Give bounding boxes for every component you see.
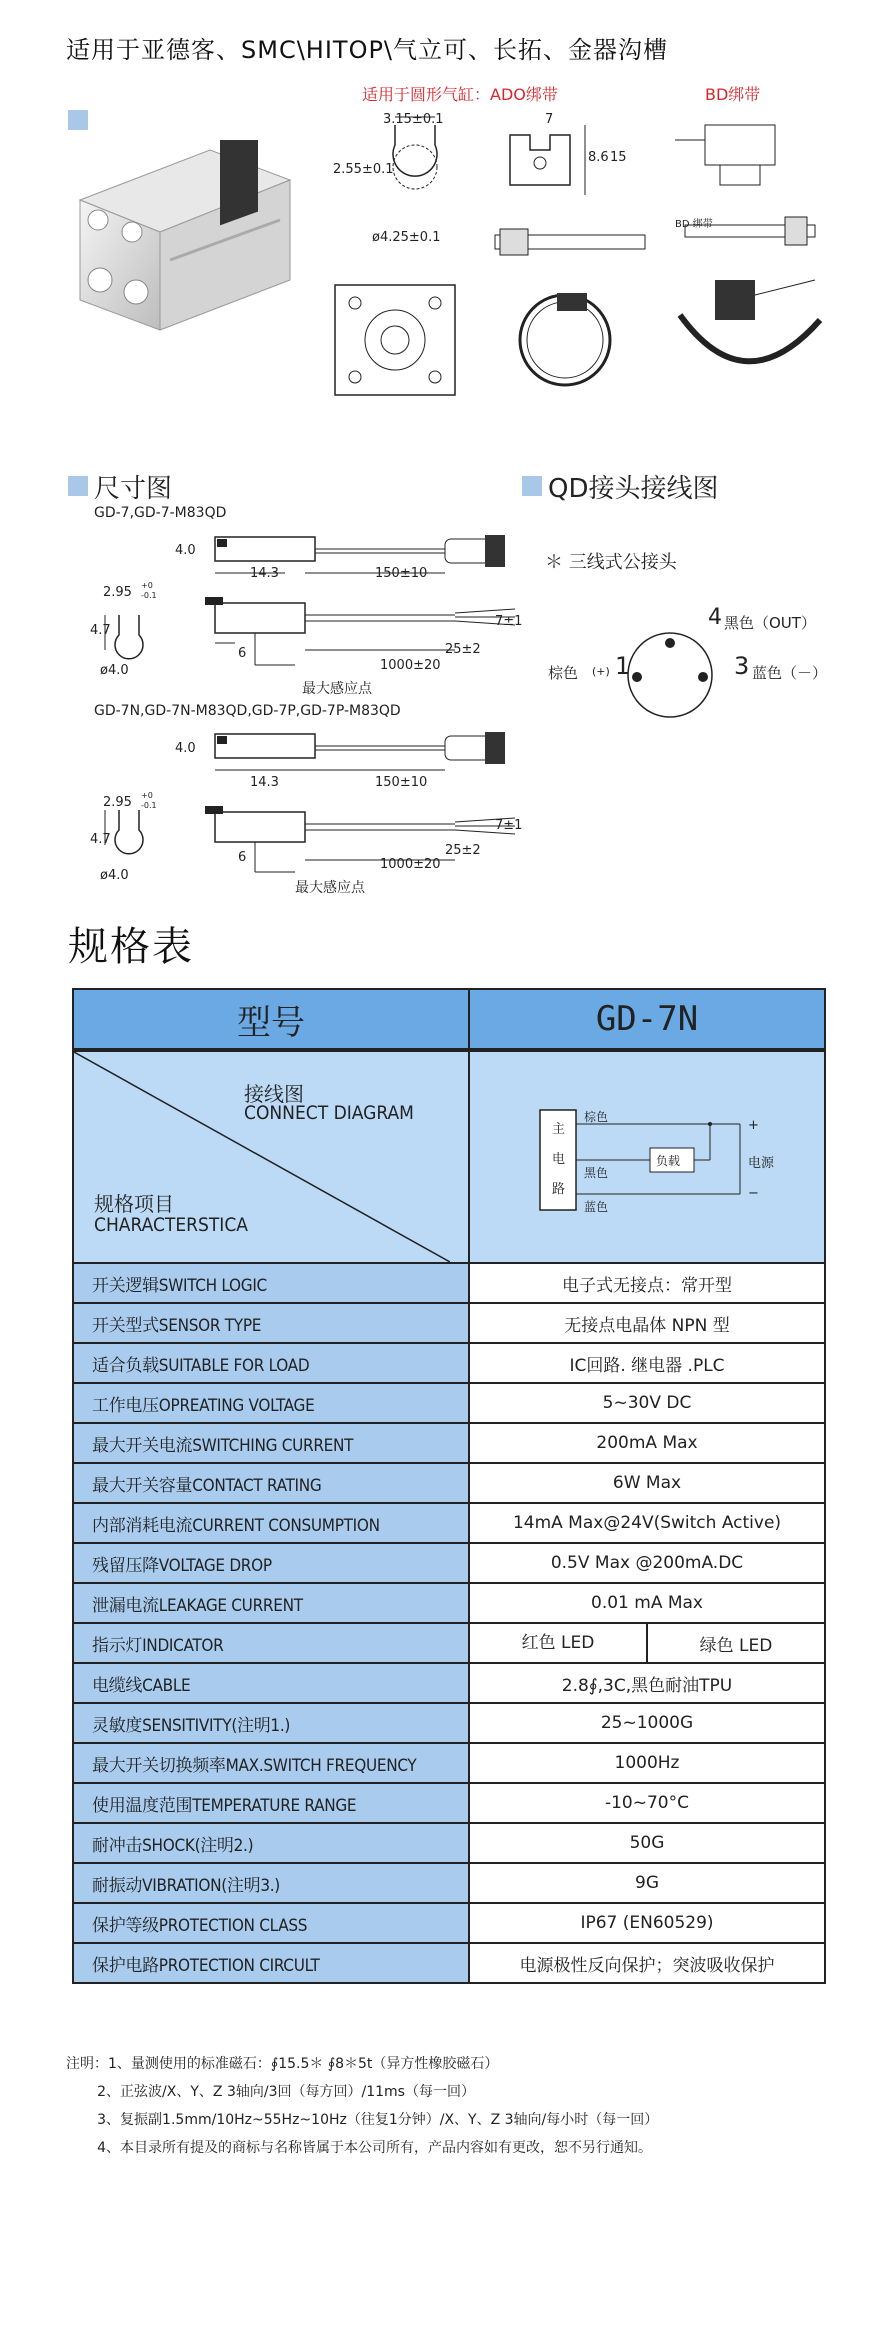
spec-label: 耐振动VIBRATION(注明3.)	[73, 1863, 469, 1903]
spec-value: 2.8∮,3C,黑色耐油TPU	[469, 1663, 825, 1703]
dim-height-a: 4.7	[90, 623, 111, 638]
spec-label: 最大开关切换频率MAX.SWITCH FREQUENCY	[73, 1743, 469, 1783]
dim-slot-diameter: ø4.25±0.1	[372, 230, 441, 245]
dim-body-length-a: 14.3	[250, 566, 279, 581]
spec-label: 最大开关电流SWITCHING CURRENT	[73, 1423, 469, 1463]
footnote: 4、本目录所有提及的商标与名称皆属于本公司所有，产品内容如有更改，恕不另行通知。	[66, 2140, 653, 2156]
spec-label: 适合负载SUITABLE FOR LOAD	[73, 1343, 469, 1383]
dim-6-b: 6	[238, 850, 247, 865]
spec-label: 使用温度范围TEMPERATURE RANGE	[73, 1783, 469, 1823]
tol-bot-a: -0.1	[141, 591, 157, 600]
spec-value: 6W Max	[469, 1463, 825, 1503]
spec-row	[73, 1503, 825, 1543]
dim-1000-a: 1000±20	[380, 658, 441, 673]
dim-cable-length-b: 150±10	[375, 775, 428, 790]
col-model-header: 型号	[73, 989, 469, 1050]
spec-value: 14mA Max@24V(Switch Active)	[469, 1503, 825, 1543]
spec-row	[73, 1343, 825, 1383]
spec-value: IP67 (EN60529)	[469, 1903, 825, 1943]
spec-label: 指示灯INDICATOR	[73, 1623, 469, 1663]
dim-height-b: 4.7	[90, 832, 111, 847]
dim-clip-width: 7	[545, 112, 554, 127]
dim-phi-a: ø4.0	[100, 663, 129, 678]
tol-top-a: +0	[141, 581, 153, 590]
dim-25-a: 25±2	[445, 642, 481, 657]
spec-value: 1000Hz	[469, 1743, 825, 1783]
dim-width-a: 4.0	[175, 543, 196, 558]
spec-row	[73, 1943, 825, 1983]
pin3-number: 3	[734, 652, 750, 680]
model-group-a: GD-7,GD-7-M83QD	[94, 505, 227, 521]
spec-label: 保护等级PROTECTION CLASS	[73, 1903, 469, 1943]
section-marker-icon	[68, 110, 88, 130]
spec-label: 耐冲击SHOCK(注明2.)	[73, 1823, 469, 1863]
item-title-cn: 规格项目	[94, 1192, 174, 1216]
spec-row	[73, 1623, 825, 1663]
spec-value: 200mA Max	[469, 1423, 825, 1463]
diagram-main2: 电	[552, 1152, 566, 1167]
spec-label: 保护电路PROTECTION CIRCULT	[73, 1943, 469, 1983]
pin1-label: 棕色	[548, 664, 579, 682]
diagram-title-cn: 接线图	[244, 1082, 304, 1106]
cylinder-product-image	[70, 140, 320, 340]
spec-value: 0.01 mA Max	[469, 1583, 825, 1623]
pin3-label: 蓝色（－）	[752, 664, 828, 682]
dim-body-length-b: 14.3	[250, 775, 279, 790]
pin1-sign: (+)	[592, 665, 610, 678]
spec-label: 工作电压OPREATING VOLTAGE	[73, 1383, 469, 1423]
ado-band-label: 适用于圆形气缸：ADO绑带	[362, 85, 558, 104]
dim-slot-depth: 2.55±0.1	[333, 162, 394, 177]
qd-connector-pinout	[615, 625, 725, 725]
dim-slot-b: 2.95	[103, 795, 132, 810]
spec-row	[73, 1463, 825, 1503]
spec-row	[73, 1743, 825, 1783]
diagram-title-en: CONNECT DIAGRAM	[244, 1102, 414, 1124]
spec-label: 开关型式SENSOR TYPE	[73, 1303, 469, 1343]
footnote: 2、正弦波/X、Y、Z 3轴向/3回（每方回）/11ms（每一回）	[66, 2084, 475, 2100]
spec-row	[73, 1583, 825, 1623]
spec-value: 0.5V Max @200mA.DC	[469, 1543, 825, 1583]
pin1-number: 1	[615, 652, 631, 680]
diagram-row	[73, 1050, 825, 1263]
pin4-number: 4	[708, 605, 722, 630]
wiring-diagram-cell	[469, 1050, 825, 1263]
qd-subtitle: ＊ 三线式公接头	[545, 552, 677, 573]
footnote: 注明：1、量测使用的标准磁石：∮15.5＊ ∮8＊5t（异方性橡胶磁石）	[66, 2056, 499, 2072]
model-value: GD-7N	[469, 989, 825, 1050]
footnotes	[66, 2050, 658, 2162]
page-title: 适用于亚德客、SMC\HITOP\气立可、长拓、金器沟槽	[66, 36, 669, 64]
spec-row	[73, 1383, 825, 1423]
dim-cable-length-a: 150±10	[375, 566, 428, 581]
dim-25-b: 25±2	[445, 843, 481, 858]
spec-label: 残留压降VOLTAGE DROP	[73, 1543, 469, 1583]
spec-label: 最大开关容量CONTACT RATING	[73, 1463, 469, 1503]
dim-slot-width: 3.15±0.1	[383, 112, 444, 127]
section-marker-icon	[522, 476, 542, 496]
spec-row	[73, 1663, 825, 1703]
spec-row	[73, 1263, 825, 1303]
dim-clip-total: 15	[610, 150, 627, 165]
dim-clip-height: 8.6	[588, 150, 609, 165]
spec-value: -10~70°C	[469, 1783, 825, 1823]
indicator-green: 绿色 LED	[699, 1635, 773, 1656]
bd-band-label: BD绑带	[705, 85, 761, 104]
spec-row	[73, 1863, 825, 1903]
spec-title: 规格表	[68, 924, 194, 970]
dim-7-b: 7±1	[495, 818, 523, 833]
spec-row	[73, 1823, 825, 1863]
spec-label: 内部消耗电流CURRENT CONSUMPTION	[73, 1503, 469, 1543]
spec-label: 开关逻辑SWITCH LOGIC	[73, 1263, 469, 1303]
spec-header-row	[73, 989, 825, 1050]
spec-row	[73, 1303, 825, 1343]
section-marker-icon	[68, 476, 88, 496]
tol-top-b: +0	[141, 791, 153, 800]
spec-table	[72, 988, 826, 1984]
dimension-drawing-a	[95, 525, 515, 690]
diagram-blue: 蓝色	[584, 1200, 609, 1214]
diagram-plus: +	[748, 1118, 759, 1133]
pin4-label: 黑色（OUT）	[724, 614, 816, 632]
qd-section-title: QD接头接线图	[548, 474, 719, 504]
spec-value: 无接点电晶体 NPN 型	[469, 1303, 825, 1343]
dimension-drawing-b	[95, 722, 515, 887]
spec-value: 电子式无接点：常开型	[469, 1263, 825, 1303]
footnote: 3、复振副1.5mm/10Hz~55Hz~10Hz（往复1分钟）/X、Y、Z 3轴向/每小时（每一回）	[66, 2112, 659, 2128]
spec-value: 50G	[469, 1823, 825, 1863]
spec-row	[73, 1543, 825, 1583]
spec-value: 25~1000G	[469, 1703, 825, 1743]
diagram-power: 电源	[748, 1156, 775, 1171]
diagram-load: 负载	[656, 1154, 681, 1168]
diagram-corner-cell	[73, 1050, 469, 1263]
max-sense-point-a: 最大感应点	[302, 681, 372, 697]
max-sense-point-b: 最大感应点	[295, 880, 365, 896]
spec-value: 电源极性反向保护；突波吸收保护	[469, 1943, 825, 1983]
spec-row	[73, 1783, 825, 1823]
spec-value: 9G	[469, 1863, 825, 1903]
diagram-main3: 路	[552, 1182, 566, 1197]
spec-label: 灵敏度SENSITIVITY(注明1.)	[73, 1703, 469, 1743]
dim-7-a: 7±1	[495, 614, 523, 629]
diagram-main1: 主	[552, 1122, 566, 1137]
spec-value: 5~30V DC	[469, 1383, 825, 1423]
diagram-minus: −	[748, 1186, 759, 1201]
dim-width-b: 4.0	[175, 741, 196, 756]
tol-bot-b: -0.1	[141, 801, 157, 810]
item-title-en: CHARACTERSTICA	[94, 1214, 248, 1236]
spec-row	[73, 1423, 825, 1463]
bd-band-small-label: BD 绑带	[675, 219, 713, 230]
dimension-section-title: 尺寸图	[94, 474, 173, 504]
diagram-brown: 棕色	[584, 1110, 609, 1124]
dim-phi-b: ø4.0	[100, 868, 129, 883]
spec-row	[73, 1703, 825, 1743]
spec-value: IC回路. 继电器 .PLC	[469, 1343, 825, 1383]
dim-slot-a: 2.95	[103, 585, 132, 600]
model-group-b: GD-7N,GD-7N-M83QD,GD-7P,GD-7P-M83QD	[94, 703, 401, 719]
diagram-black: 黑色	[584, 1166, 609, 1180]
dim-1000-b: 1000±20	[380, 857, 441, 872]
spec-label: 电缆线CABLE	[73, 1663, 469, 1703]
dim-6-a: 6	[238, 646, 247, 661]
spec-row	[73, 1903, 825, 1943]
indicator-red: 红色 LED	[470, 1624, 648, 1662]
bd-band-drawings	[665, 105, 830, 405]
spec-label: 泄漏电流LEAKAGE CURRENT	[73, 1583, 469, 1623]
indicator-cell	[469, 1623, 825, 1663]
